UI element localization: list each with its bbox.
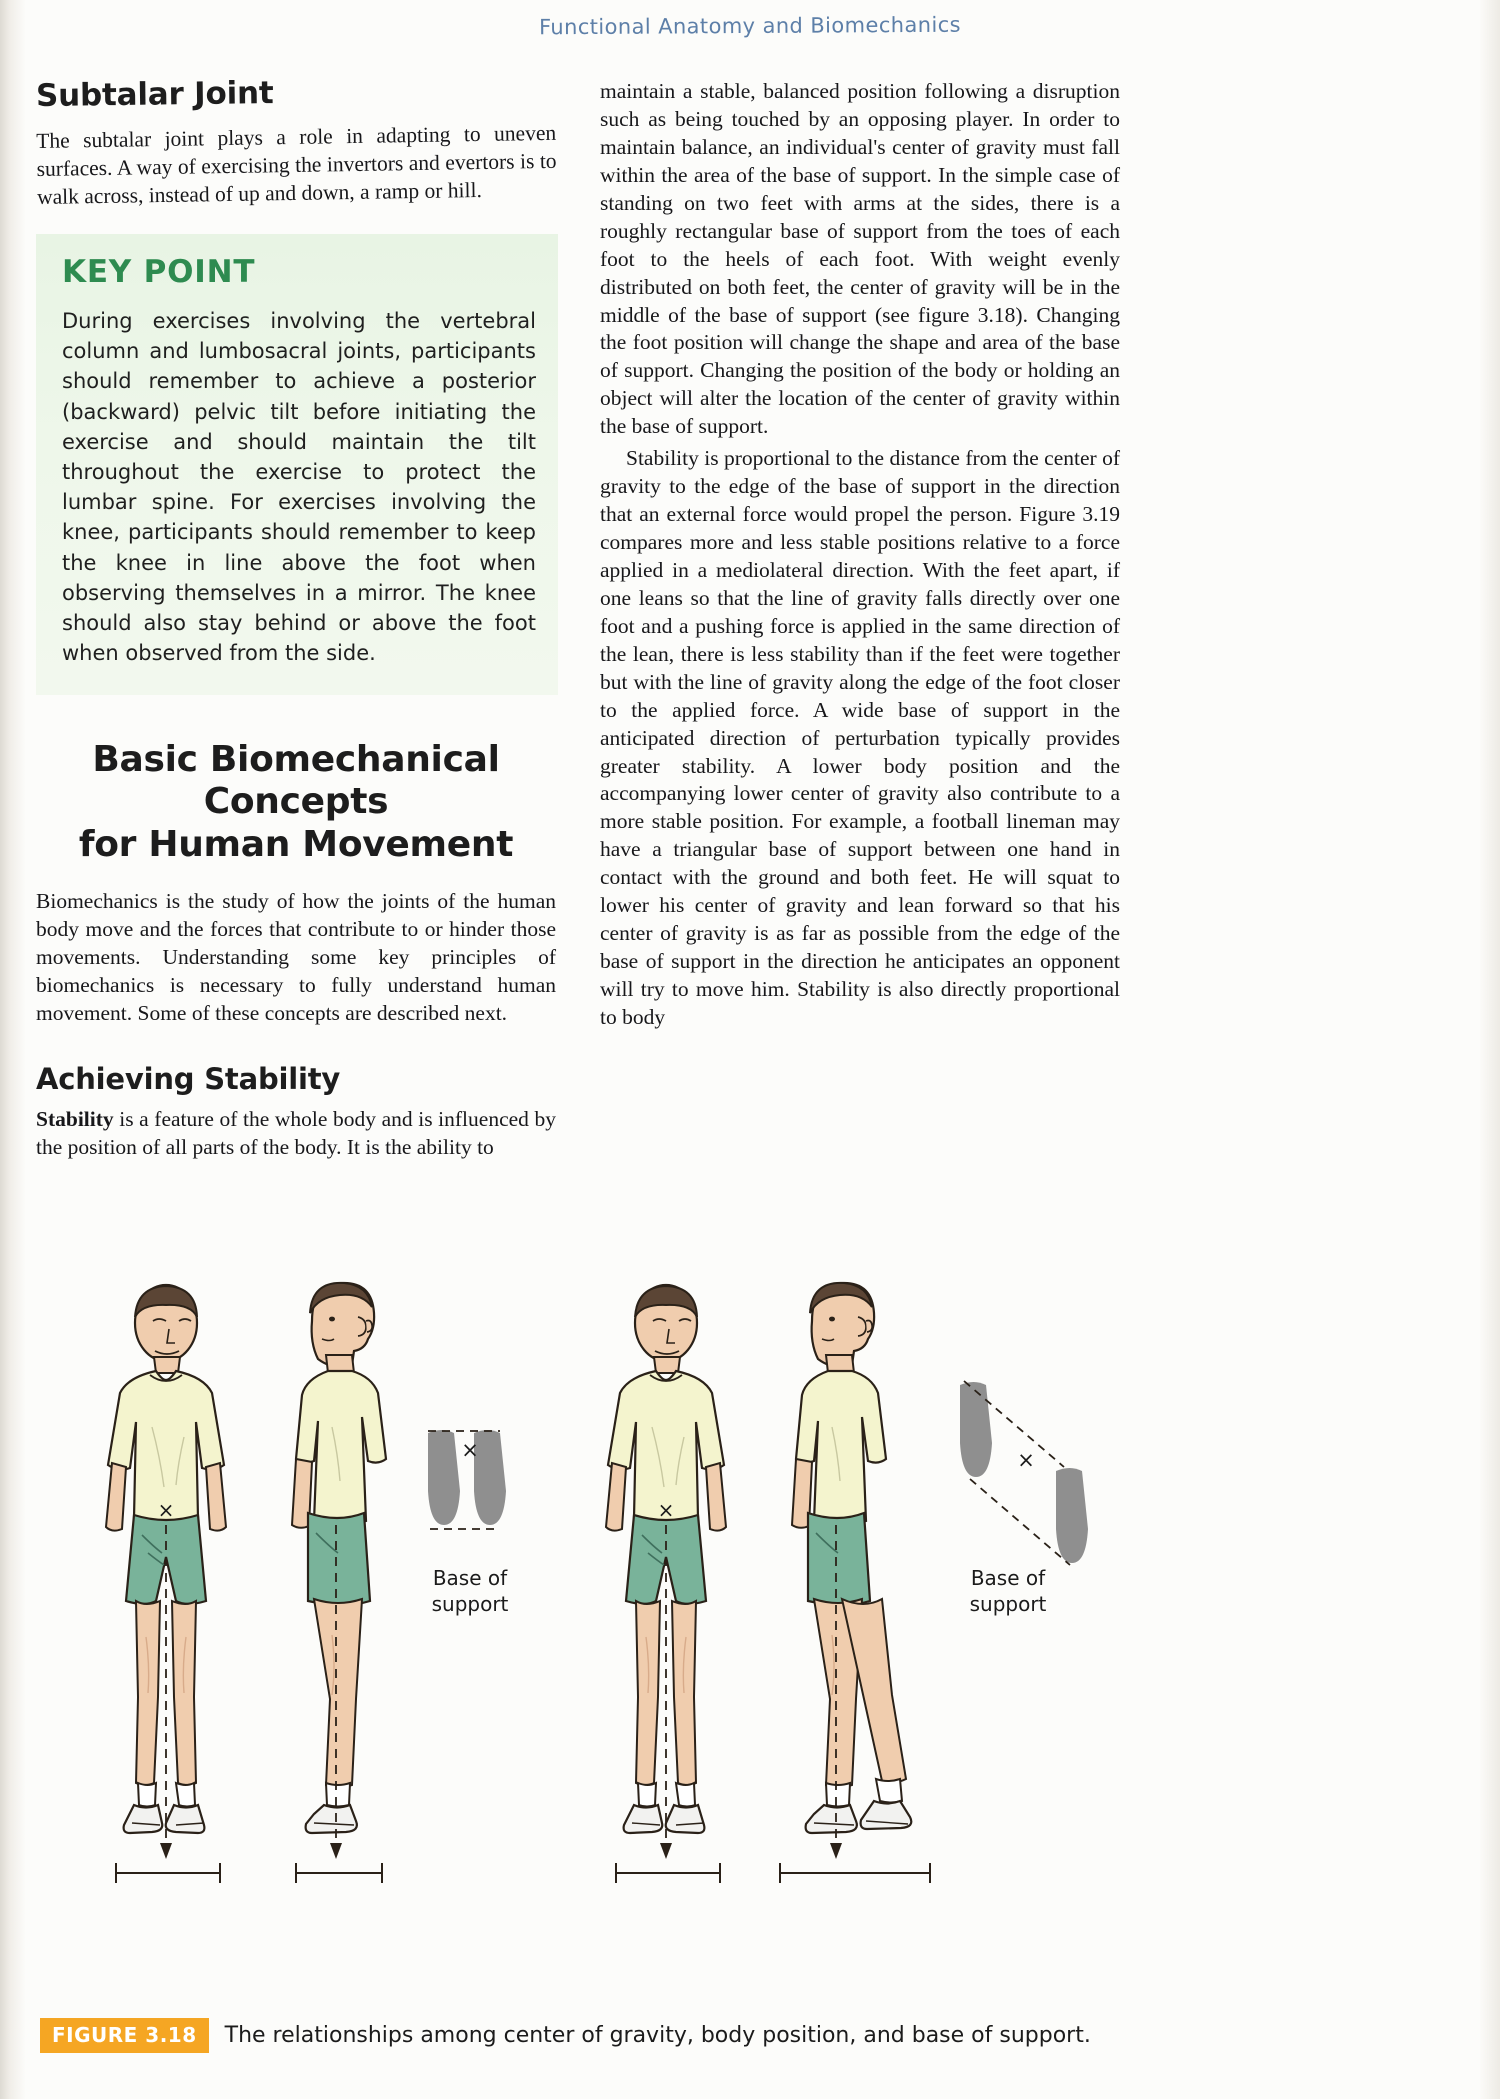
stability-paragraph [36, 1106, 556, 1162]
stability-lead-word: Stability [36, 1106, 114, 1131]
figure-3-18 [30, 1255, 1160, 1995]
gravity-arrow-front-right [660, 1843, 672, 1859]
gravity-arrow-side-left [330, 1843, 342, 1859]
figure-number-badge: FIGURE 3.18 [40, 2018, 209, 2053]
cog-marker-bos-right: × [1017, 1448, 1035, 1472]
base-of-support-label-right-line2: support [969, 1592, 1047, 1616]
panel-feet-together [106, 1283, 509, 1883]
scan-edge-shadow-right [1480, 0, 1500, 2099]
cog-marker-front-left: × [157, 1498, 175, 1522]
base-of-support-diagram-parallelogram [960, 1381, 1088, 1565]
achieving-stability-heading: Achieving Stability [36, 1061, 341, 1096]
right-column [600, 78, 1120, 1036]
page-title: Subtalar Joint [35, 75, 274, 114]
right-paragraph-2: Stability is proportional to the distance from the center of gravity to the edge of the base of support in the direction that an external force would propel the person. Figure 3.19 compares more and less stable positions relative to a force applied in a mediolateral direction. With the feet apart, if one leans so that the line of gravity falls directly over one foot and a pushing force is applied in the same direction of the lean, there is less stability than if the feet were together but with the line of gravity along the edge of the foot closer to the applied force. A wide base of support in the anticipated direction of perturbation typically provides greater stability. A lower body position and the accompanying lower center of gravity also contribute to a more stable position. For example, a football lineman may have a triangular base of support between one hand in contact with the ground and both feet. He will squat to lower his center of gravity and lean forward so that his center of gravity is as far as possible from the edge of the base of support in the direction he anticipates an opponent will try to move him. Stability is also directly proportional to body [600, 446, 1120, 1029]
gravity-arrow-side-right [830, 1843, 842, 1859]
base-of-support-label-right-line1: Base of [970, 1566, 1046, 1590]
subtalar-intro-paragraph: The subtalar joint plays a role in adapting to uneven surfaces. A way of exercising the invertors and evertors is to walk across, instead of up and down, a ramp or hill. [36, 120, 557, 209]
bos-lower-edge [970, 1479, 1070, 1565]
figure-illustration [30, 1255, 1160, 1995]
main-heading [36, 739, 556, 866]
key-point-box [36, 234, 558, 695]
base-of-support-label-left-line1: Base of [432, 1566, 508, 1590]
base-of-support-label-left-line2: support [431, 1592, 509, 1616]
figure-caption [40, 2018, 1240, 2053]
scan-edge-shadow-left [0, 0, 26, 2099]
gravity-arrow-front-left [160, 1843, 172, 1859]
cog-marker-bos-left: × [461, 1438, 479, 1462]
figure-caption-text: The relationships among center of gravity, body position, and base of support. [224, 2023, 1091, 2048]
key-point-text: During exercises involving the vertebral column and lumbosacral joints, participants should remember to achieve a posterior (backward) pelvic tilt before initiating the exercise and should maintain the tilt throughout the exercise to protect the lumbar spine. For exercises involving the knee, participants should remember to keep the knee in line above the foot when observing themselves in a mirror. The knee should also stay behind or above the foot when observed from the side. [62, 308, 536, 666]
lateral-view-stride [792, 1283, 911, 1833]
right-paragraph-1: maintain a stable, balanced position following a disruption such as being touched by an opposing player. In order to maintain balance, an individual's center of gravity must fall within the area of the base of support. In the simple case of standing on two feet with arms at the sides, there is a roughly rectangular base of support from the toes of each foot to the heels of each foot. With weight evenly distributed on both feet, the center of gravity will be in the middle of the base of support (see figure 3.18). Changing the foot position will change the shape and area of the base of support. Changing the position of the body or holding an object will alter the location of the center of gravity within the base of support. [600, 79, 1120, 439]
running-header: Functional Anatomy and Biomechanics [538, 12, 962, 40]
lateral-view-standing [292, 1283, 386, 1833]
stability-paragraph-rest: is a feature of the whole body and is influenced by the position of all parts of the body. It is the ability to [36, 1106, 556, 1159]
main-heading-line-1: Basic Biomechanical Concepts [92, 738, 500, 823]
biomechanics-paragraph: Biomechanics is the study of how the joints of the human body move and the forces that contribute to or hinder those movements. Understanding some key principles of biomechanics is necessary to fully understand human movement. Some of these concepts are described next. [36, 889, 556, 1025]
main-heading-line-2: for Human Movement [78, 823, 514, 865]
left-column [35, 75, 557, 1166]
key-point-title: KEY POINT [62, 253, 256, 290]
cog-marker-front-right: × [657, 1498, 675, 1522]
panel-stride-stance [606, 1283, 1088, 1883]
base-of-support-diagram-rectangular [428, 1430, 506, 1529]
